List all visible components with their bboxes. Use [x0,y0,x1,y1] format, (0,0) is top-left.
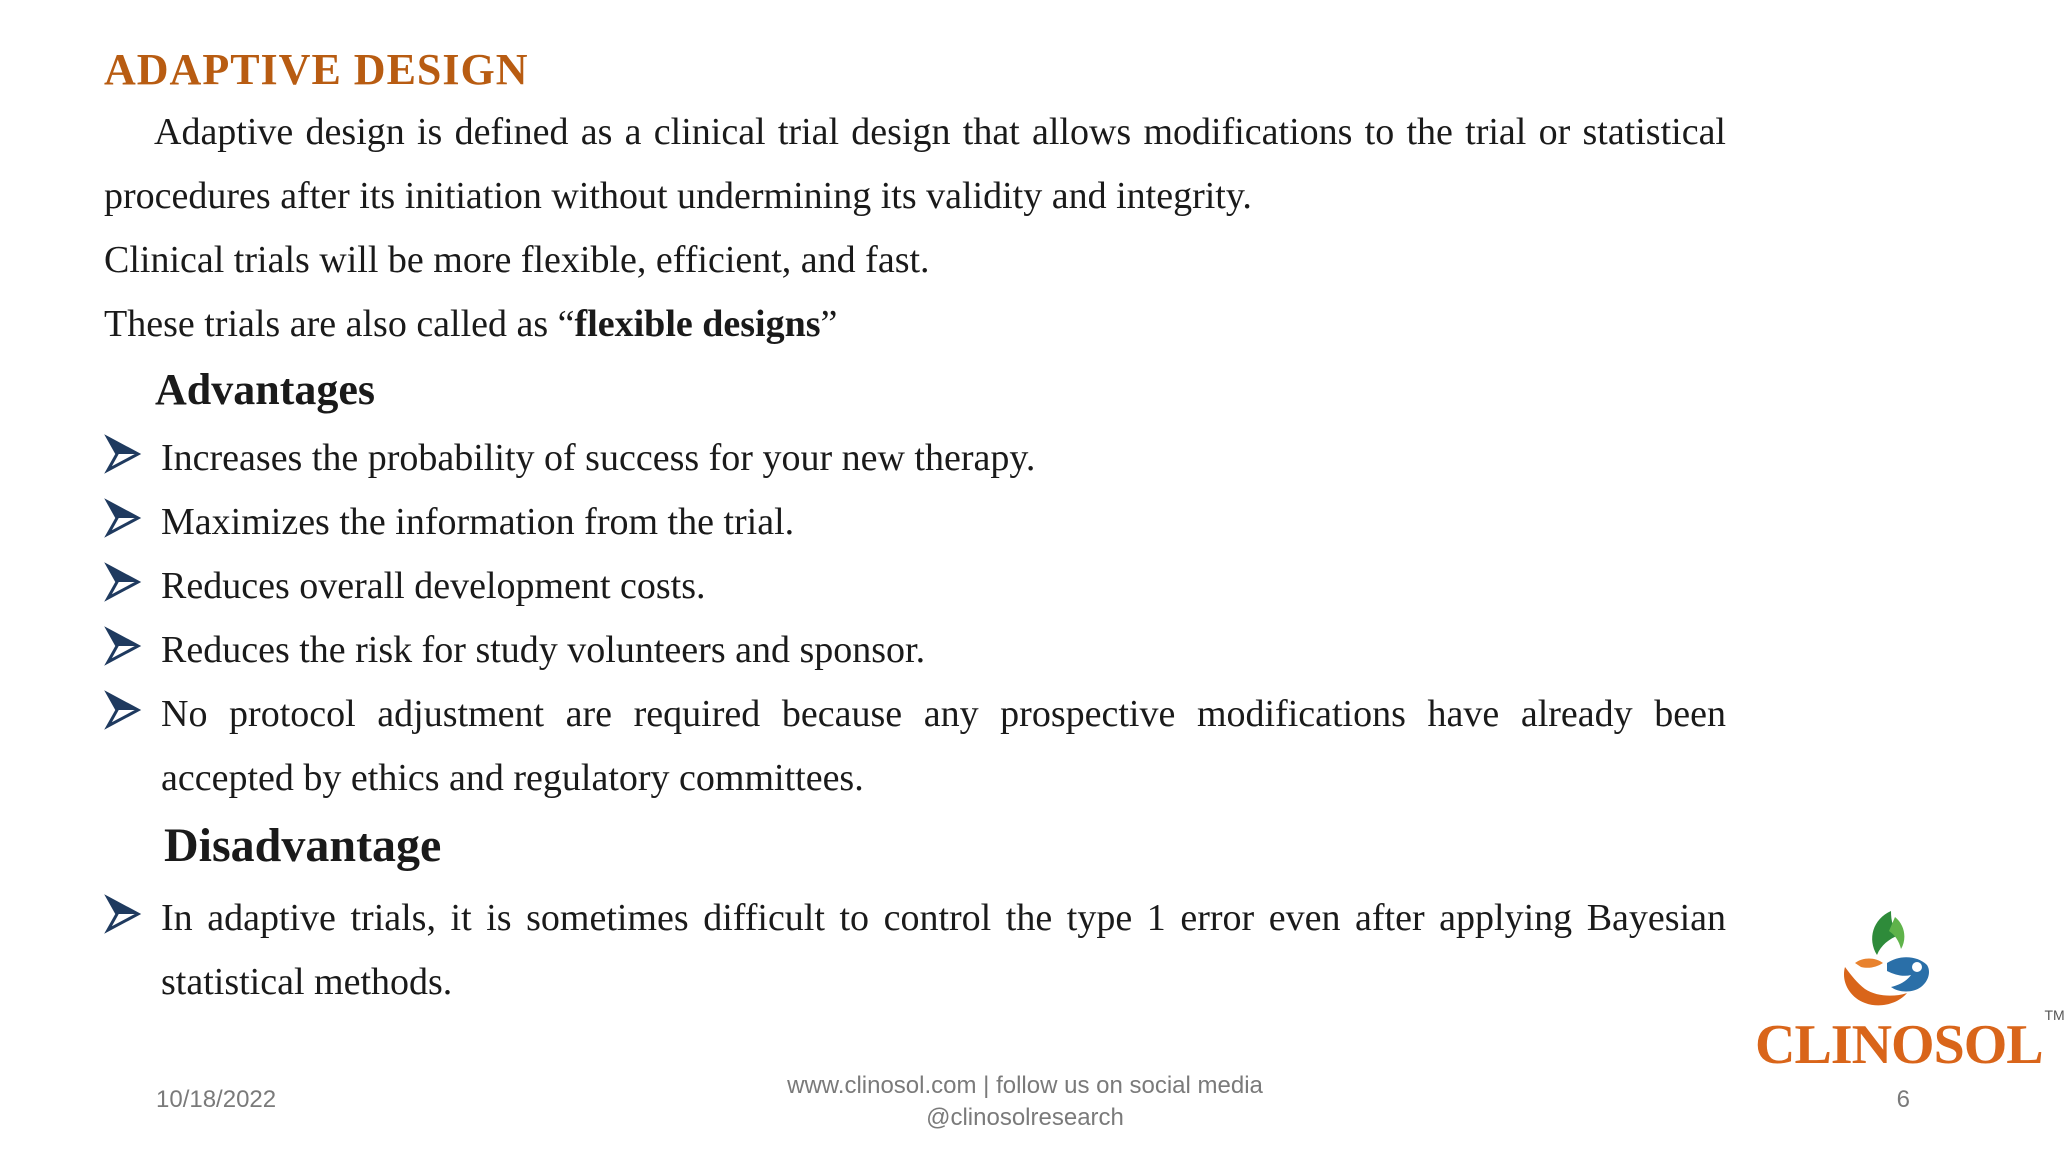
footer-date: 10/18/2022 [156,1086,277,1113]
arrow-bullet-icon [106,498,140,538]
clinosol-hands-leaf-logo-icon [1833,905,1943,1015]
arrow-bullet-icon [106,434,140,474]
advantage-text: Reduces overall development costs. [161,565,706,607]
also-called-line [104,292,1726,356]
arrow-bullet-icon [106,626,140,666]
arrow-bullet-icon [106,690,140,730]
list-item [104,618,1726,682]
arrow-bullet-icon [106,894,140,934]
list-item [104,554,1726,618]
advantage-text: Reduces the risk for study volunteers and sponsor. [161,629,926,671]
also-called-prefix: These trials are also called as “ [104,303,575,345]
benefit-line: Clinical trials will be more flexible, efficient, and fast. [104,239,930,281]
footer-social [725,1070,1325,1134]
trademark-mark: TM [2044,1007,2065,1023]
list-item [104,886,1726,1014]
logo-name-part2: SOL [1933,1014,2043,1076]
footer-website-line: www.clinosol.com | follow us on social media [787,1072,1263,1099]
clinosol-logo [1755,905,2065,1076]
advantages-list [104,426,1726,810]
flexible-designs-term: flexible designs [574,303,821,345]
disadvantage-list [104,886,1726,1014]
advantage-text: Increases the probability of success for your new therapy. [161,437,1036,479]
page-number: 6 [1896,1086,1910,1113]
clinosol-wordmark [1755,1007,2065,1077]
advantage-text: No protocol adjustment are required because any prospective modifications have already been accepted by ethics and regulatory committees. [161,693,1726,799]
logo-name-part1: CLINO [1755,1014,1934,1076]
intro-block [104,100,1726,356]
advantages-heading: Advantages [155,365,376,414]
list-item [104,682,1726,810]
advantage-text: Maximizes the information from the trial. [161,501,795,543]
arrow-bullet-icon [106,562,140,602]
list-item [104,490,1726,554]
also-called-suffix: ” [820,303,838,345]
list-item [104,426,1726,490]
footer-handle: @clinosolresearch [926,1104,1124,1131]
disadvantage-heading: Disadvantage [164,819,442,872]
disadvantage-text: In adaptive trials, it is sometimes difficult to control the type 1 error even after applying Bayesian statistical methods. [161,897,1726,1003]
definition-paragraph: Adaptive design is defined as a clinical trial design that allows modifications to the trial or statistical procedures after its initiation without undermining its validity and integrity. [104,111,1726,217]
slide-title: ADAPTIVE DESIGN [104,45,529,94]
